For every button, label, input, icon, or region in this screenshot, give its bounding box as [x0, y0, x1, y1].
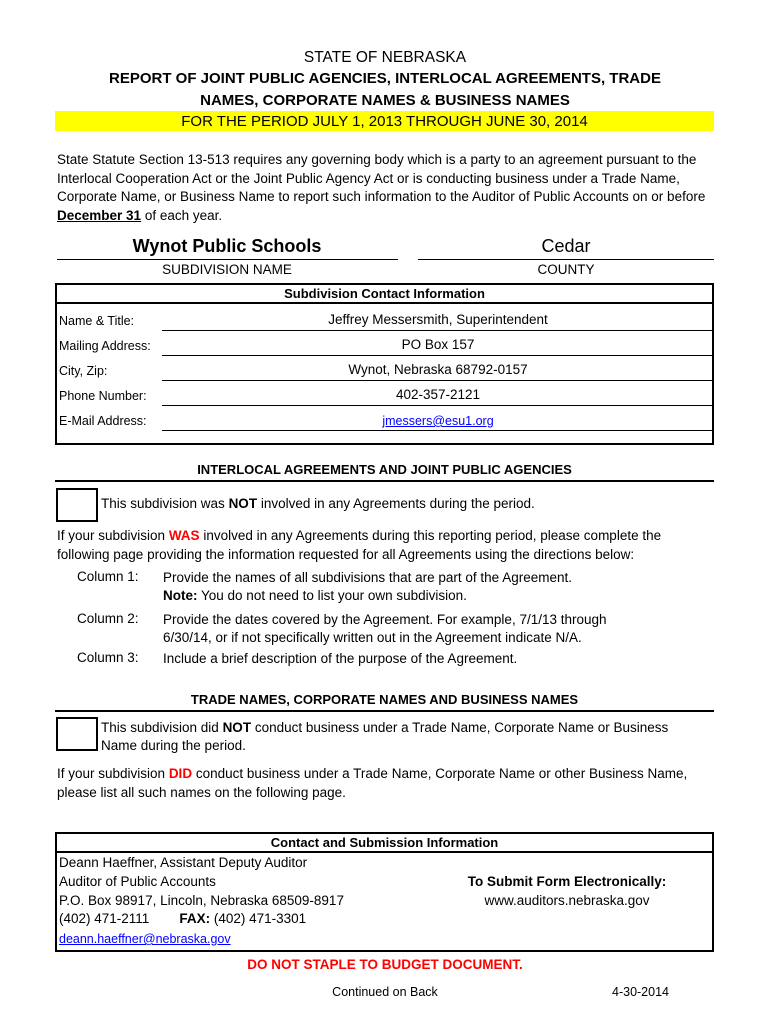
- auditor-office: Auditor of Public Accounts: [59, 874, 216, 889]
- subdivision-name-value: Wynot Public Schools: [132, 236, 322, 256]
- phone-number-label: Phone Number:: [59, 389, 147, 403]
- column-2-text: Provide the dates covered by the Agreement. For example, 7/1/13 through 6/30/14, or if not specifically written out in the Agreement indicate N/A.: [163, 612, 607, 645]
- no-agreements-statement: [101, 496, 701, 511]
- auditor-website[interactable]: www.auditors.nebraska.gov: [484, 893, 650, 908]
- name-title-field[interactable]: Jeffrey Messersmith, Superintendent: [328, 312, 548, 327]
- auditor-phone: (402) 471-2111: [59, 911, 150, 926]
- reporting-period-banner: FOR THE PERIOD JULY 1, 2013 THROUGH JUNE 30, 2014: [55, 111, 714, 131]
- email-link[interactable]: jmessers@esu1.org: [382, 414, 494, 428]
- trade-instructions-text: If your subdivision: [57, 766, 169, 781]
- email-address-field[interactable]: [162, 413, 714, 428]
- trade-names-instructions: [57, 765, 717, 802]
- county-value: Cedar: [541, 236, 591, 256]
- note-label: Note:: [163, 587, 198, 603]
- auditor-contact-name: Deann Haeffner, Assistant Deputy Auditor: [59, 855, 308, 870]
- trade-names-section-title: TRADE NAMES, CORPORATE NAMES AND BUSINESS NAMES: [190, 692, 579, 707]
- phone-number-field[interactable]: 402-357-2121: [395, 387, 481, 402]
- statute-text-end: of each year.: [141, 207, 223, 223]
- phone-number-underline: [162, 405, 714, 406]
- auditor-email-container: [59, 931, 231, 946]
- not-emphasis: NOT: [228, 496, 258, 511]
- no-agreements-checkbox[interactable]: [56, 488, 98, 522]
- instructions-text: If your subdivision: [57, 528, 169, 543]
- no-trade-names-statement: [101, 719, 701, 755]
- form-revision-date: 4-30-2014: [612, 985, 669, 999]
- trade-names-section-rule: [55, 710, 714, 712]
- mailing-address-underline: [162, 355, 714, 356]
- agreements-instructions: [57, 527, 717, 564]
- note-text: You do not need to list your own subdivision.: [197, 587, 467, 603]
- statute-deadline: December 31: [57, 207, 142, 223]
- name-title-label: Name & Title:: [59, 314, 135, 328]
- city-zip-underline: [162, 380, 714, 381]
- column-1-note: [163, 587, 693, 605]
- no-trade-names-text: This subdivision did: [101, 720, 223, 735]
- interlocal-section-title: INTERLOCAL AGREEMENTS AND JOINT PUBLIC AGENCIES: [197, 462, 572, 477]
- fax-label: FAX:: [179, 911, 211, 926]
- was-emphasis: WAS: [168, 528, 200, 543]
- no-staple-warning: DO NOT STAPLE TO BUDGET DOCUMENT.: [247, 957, 523, 972]
- statute-text: State Statute Section 13-513 requires any governing body which is a party to an agreement pursuant to the Interlocal Cooperation Act or the Joint Public Agency Act or is conducting business under a Trade Name, Corporate Name, or Business Name to report such information to the Auditor of Public Accounts on or before: [57, 152, 706, 204]
- did-emphasis: DID: [168, 766, 193, 781]
- instructions-text-end: involved in any Agreements during this reporting period, please complete the following page providing the information requested for all Agreements using the directions below:: [57, 528, 662, 562]
- no-agreements-text: This subdivision was: [101, 496, 229, 511]
- column-1-label: Column 1:: [77, 569, 139, 584]
- trade-instructions-text-end: conduct business under a Trade Name, Corporate Name or other Business Name, please list all such names on the following page.: [57, 766, 688, 800]
- column-1-text: Provide the names of all subdivisions that are part of the Agreement.: [163, 570, 572, 585]
- city-zip-field[interactable]: Wynot, Nebraska 68792-0157: [348, 362, 528, 377]
- state-heading: STATE OF NEBRASKA: [303, 49, 467, 66]
- submission-header-divider: [55, 851, 714, 853]
- mailing-address-field[interactable]: PO Box 157: [401, 337, 475, 352]
- auditor-phone-fax: [59, 911, 306, 926]
- no-trade-names-text-end: conduct business under a Trade Name, Corporate Name or Business Name during the period.: [101, 720, 669, 753]
- county-label: COUNTY: [537, 262, 595, 277]
- report-title-line-1: REPORT OF JOINT PUBLIC AGENCIES, INTERLOCAL AGREEMENTS, TRADE: [109, 70, 661, 87]
- contact-header-divider: [55, 302, 714, 304]
- auditor-email-link[interactable]: deann.haeffner@nebraska.gov: [59, 932, 231, 946]
- submission-section-title: Contact and Submission Information: [270, 835, 499, 850]
- city-zip-label: City, Zip:: [59, 364, 108, 378]
- no-trade-names-checkbox[interactable]: [56, 717, 98, 751]
- interlocal-section-rule: [55, 480, 714, 482]
- auditor-address: P.O. Box 98917, Lincoln, Nebraska 68509-8917: [59, 893, 344, 908]
- not-emphasis: NOT: [222, 720, 252, 735]
- email-address-label: E-Mail Address:: [59, 414, 147, 428]
- county-rule: [418, 259, 714, 260]
- report-title-line-2: NAMES, CORPORATE NAMES & BUSINESS NAMES: [200, 92, 570, 109]
- subdivision-name-rule: [57, 259, 398, 260]
- column-3-label: Column 3:: [77, 650, 139, 665]
- auditor-fax: (402) 471-3301: [210, 911, 307, 926]
- contact-section-title: Subdivision Contact Information: [284, 286, 485, 301]
- no-agreements-text-end: involved in any Agreements during the period.: [257, 496, 535, 511]
- name-title-underline: [162, 330, 714, 331]
- column-3-text: Include a brief description of the purpose of the Agreement.: [163, 651, 518, 666]
- statute-paragraph: [57, 151, 717, 225]
- mailing-address-label: Mailing Address:: [59, 339, 151, 353]
- email-address-underline: [162, 430, 714, 431]
- subdivision-name-label: SUBDIVISION NAME: [162, 262, 292, 277]
- electronic-submission-label: To Submit Form Electronically:: [467, 874, 667, 889]
- column-1-directions: [163, 569, 693, 604]
- continued-on-back: Continued on Back: [332, 985, 438, 999]
- column-2-label: Column 2:: [77, 611, 139, 626]
